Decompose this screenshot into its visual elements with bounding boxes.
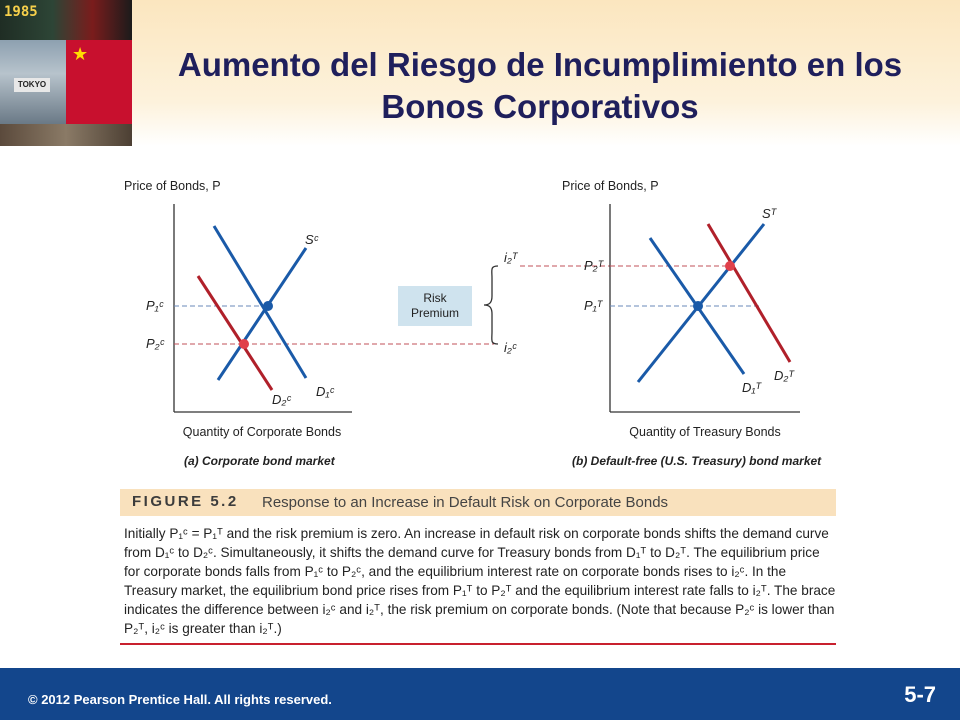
panel-a-demand1-curve [214,226,306,378]
panel-b-demand1-label: D₁ᵀ [742,380,761,395]
panel-b-p1-label: P₁ᵀ [584,298,602,313]
panel-a-supply-label: Sᶜ [305,232,319,247]
panel-a-demand2-label: D₂ᶜ [272,392,291,407]
figure-caption: Initially P₁ᶜ = P₁ᵀ and the risk premium is zero. An increase in default risk on corporate bonds shifts the demand curve from D₁ᶜ to D₂ᶜ. Simultaneously, it shifts the demand curve for Treasury bonds from D₁ᵀ to D₂ᵀ. The equilibrium price for corporate bonds falls from P₁ᶜ to P₂ᶜ, and the equilibrium interest rate on corporate bonds rises to i₂ᶜ. In the Treasury market, the equilibrium bond price rises from P₁ᵀ to P₂ᵀ and the equilibrium interest rate falls to i₂ᵀ. The brace indicates the difference between i₂ᶜ and i₂ᵀ, the risk premium on corporate bonds. (Note that because P₂ᶜ is lower than P₂ᵀ, i₂ᶜ is greater than i₂ᵀ.) [124,526,836,636]
figure-title: Response to an Increase in Default Risk on Corporate Bonds [262,494,669,511]
risk-premium-label-line2: Premium [410,306,460,320]
panel-a-p2-label: P₂ᶜ [146,336,165,351]
panel-a-demand1-label: D₁ᶜ [316,384,335,399]
panel-b-y-axis-label: Price of Bonds, P [562,179,659,193]
panel-b-equilibrium-1 [693,301,703,311]
panel-b-p2-label: P₂ᵀ [584,258,603,273]
panel-a-p1-label: P₁ᶜ [146,298,164,313]
panel-a-equilibrium-1 [263,301,273,311]
flag-star-icon: ★ [72,44,89,64]
panel-b-subtitle: (b) Default-free (U.S. Treasury) bond market [572,454,822,468]
tokyo-sign: TOKYO [14,78,50,92]
i2T-label: i₂ᵀ [504,250,517,265]
panel-a-x-axis-label: Quantity of Corporate Bonds [182,425,342,439]
panel-b-demand2-label: D₂ᵀ [774,368,794,383]
copyright-text: © 2012 Pearson Prentice Hall. All rights reserved. [28,692,332,707]
ticker-text: 1985 [4,4,38,20]
i2c-label: i₂ᶜ [504,340,517,355]
panel-a-equilibrium-2 [239,339,249,349]
panel-a-y-axis-label: Price of Bonds, P [124,179,221,193]
caption-divider [120,643,836,645]
footer-bar [0,668,960,720]
panel-a-supply-curve [218,248,306,380]
risk-premium-label-line1: Risk [423,291,447,305]
panel-b-x-axis-label: Quantity of Treasury Bonds [629,425,781,439]
slide-title: Aumento del Riesgo de Incumplimiento en los Bonos Corporativos [177,46,903,125]
panel-a-subtitle: (a) Corporate bond market [184,454,335,468]
risk-premium-brace [484,266,498,344]
figure-label: FIGURE 5.2 [132,493,239,510]
panel-b-equilibrium-2 [725,261,735,271]
page-number: 5-7 [904,682,936,707]
panel-a-demand2-curve [198,276,272,390]
panel-b-supply-label: Sᵀ [762,206,776,221]
figure-caption-bar [120,489,836,516]
